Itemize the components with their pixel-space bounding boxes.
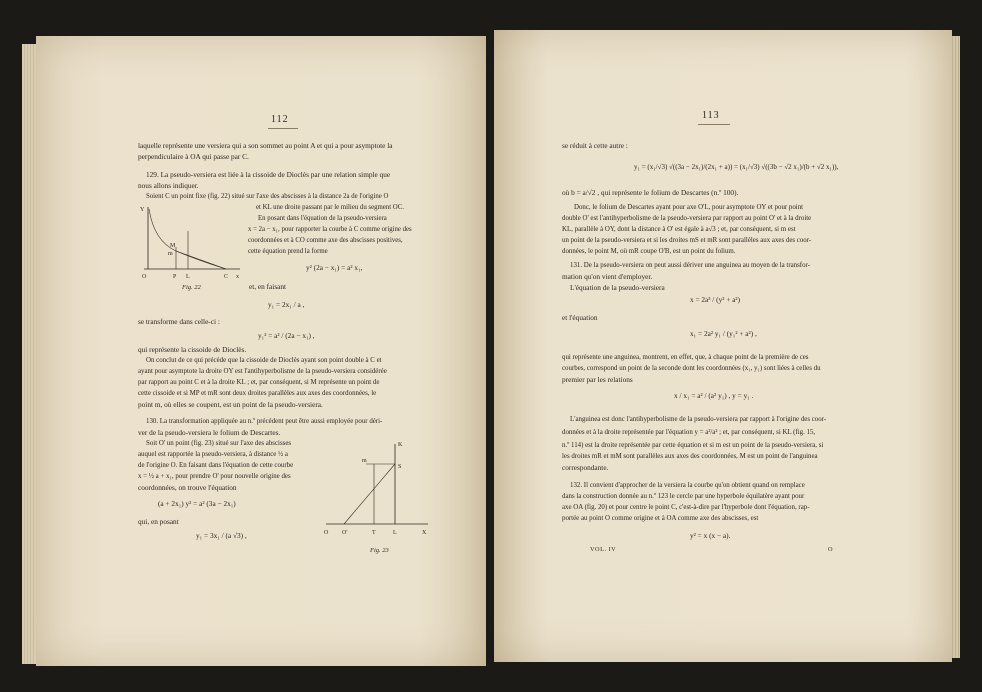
text-line: Donc, le folium de Descartes ayant pour axe O'L, pour asymptote OY et pour point bbox=[574, 204, 804, 211]
text-line: x = 2a − x₁, pour rapporter la courbe à C comme origine des bbox=[248, 226, 412, 233]
text-line: axe OA (fig. 20) et pour centre le point C, c'est-à-dire par l'hyperbole dont l'équation, rap- bbox=[562, 504, 810, 511]
fig23-label: K bbox=[398, 442, 403, 448]
fig22-label: m bbox=[168, 251, 173, 257]
text-line: Soient C un point fixe (fig. 22) situé sur l'axe des abscisses à la distance 2a de l'origine O bbox=[146, 193, 389, 200]
text-line: où b = a/√2 , qui représente le folium de Descartes (n.º 100). bbox=[562, 188, 739, 197]
right-page bbox=[494, 30, 952, 662]
footer-signature: O bbox=[828, 546, 833, 553]
left-page bbox=[36, 36, 486, 666]
equation: y² = x (x − a). bbox=[690, 531, 731, 540]
fig22-label: x bbox=[236, 274, 239, 280]
fig22-label: C bbox=[224, 274, 229, 280]
fig23-label: m bbox=[362, 458, 367, 464]
text-line: 130. La transformation appliquée au n.º précédent peut être aussi employée pour déri- bbox=[146, 418, 383, 425]
fig23-label: S bbox=[398, 464, 402, 470]
figure-22 bbox=[140, 201, 245, 281]
equation: y₁ = 2x₁ / a , bbox=[268, 300, 305, 309]
text-line: qui, en posant bbox=[138, 517, 179, 526]
fig23-label: L bbox=[393, 530, 397, 536]
page-number: 113 bbox=[702, 110, 720, 121]
equation: x₁ = 2a² y₁ / (y₁² + a²) , bbox=[690, 329, 757, 338]
fig22-label: M bbox=[170, 243, 176, 249]
text-line: 131. De la pseudo-versiera on peut aussi dériver une anguinea au moyen de la transfor- bbox=[570, 262, 810, 269]
text-line: L'équation de la pseudo-versiera bbox=[570, 283, 665, 292]
text-line: En posant dans l'équation de la pseudo-versiera bbox=[258, 215, 387, 222]
page-number-rule bbox=[698, 124, 730, 125]
text-line: coordonnées, on trouve l'équation bbox=[138, 483, 237, 492]
fig22-line-mc bbox=[176, 251, 226, 269]
equation: y₁ = (x₁/√3) √((3a − 2x₁)/(2x₁ + a)) = (x₁/√3) √((3b − √2 x₁)/(b + √2 x₁)), bbox=[634, 163, 839, 171]
text-line: cette cissoide et si MP et mR sont deux droites parallèles aux axes des coordonnées, le bbox=[138, 390, 377, 397]
fig23-label: O' bbox=[342, 530, 348, 536]
fig23-caption: Fig. 23 bbox=[370, 547, 389, 554]
footer-volume: VOL. IV bbox=[590, 546, 617, 553]
text-line: les droites mR et mM sont parallèles aux axes des coordonnées, M est un point de l'anguinea bbox=[562, 453, 818, 460]
fig22-label: Y bbox=[140, 207, 145, 213]
text-line: KL, parallèle à OY, dont la distance à O' est égale à a√3 ; et, par conséquent, si m est bbox=[562, 226, 796, 233]
text-line: premier par les relations bbox=[562, 375, 633, 384]
text-line: données, le point M, où mR coupe O'B, est un point du folium. bbox=[562, 248, 736, 255]
equation: y₁² = a² / (2a − x₁) , bbox=[258, 331, 315, 340]
text-line: et, en faisant bbox=[249, 282, 287, 291]
text-line: 129. La pseudo-versiera est liée à la cissoide de Dioclès par une relation simple que bbox=[146, 170, 391, 179]
fig22-label: L bbox=[186, 274, 190, 280]
page-number-rule bbox=[268, 128, 298, 129]
equation: x / x₁ = a² / (a² y₁) , y = y₁ . bbox=[674, 391, 754, 400]
page-number: 112 bbox=[271, 114, 289, 125]
figure-23 bbox=[322, 434, 432, 544]
text-line: On conclut de ce qui précède que la cissoide de Dioclès ayant son point double à C et bbox=[146, 357, 382, 364]
text-line: perpendiculaire à OA qui passe par C. bbox=[138, 152, 249, 161]
text-line: cette équation prend la forme bbox=[248, 248, 328, 255]
fig23-label: T bbox=[372, 530, 376, 536]
text-line: coordonnées et à CO comme axe des abscisses positives, bbox=[248, 237, 403, 244]
fig22-label: P bbox=[173, 274, 177, 280]
equation: y² (2a − x₁) = a² x₁, bbox=[306, 263, 363, 272]
fig22-curve bbox=[149, 209, 226, 269]
text-line: de l'origine O. En faisant dans l'équation de cette courbe bbox=[138, 462, 294, 469]
text-line: se réduit à cette autre : bbox=[562, 141, 628, 150]
text-line: données et à la droite représentée par l'équation y = a²/a² ; et, par conséquent, si KL (fig. 15, bbox=[562, 429, 816, 436]
text-line: portée au point O comme origine et à OA comme axe des abscisses, est bbox=[562, 515, 759, 522]
text-line: un point de la pseudo-versiera et si les droites mS et mR sont parallèles aux axes des coor- bbox=[562, 237, 812, 244]
text-line: courbes, correspond un point de la seconde dont les coordonnées (x₁, y₁) sont liées à celles du bbox=[562, 365, 821, 372]
text-line: auquel est rapportée la pseudo-versiera, à distance ½ a bbox=[138, 451, 288, 458]
text-line: double O' est l'antihyperbolisme de la pseudo-versiera par rapport au point O' et à la droite bbox=[562, 215, 812, 222]
equation: y₁ = 3x₁ / (a √3) , bbox=[196, 531, 247, 540]
fig22-label: O bbox=[142, 274, 147, 280]
equation: (a + 2x₁) y² = a² (3a − 2x₁) bbox=[158, 499, 236, 508]
text-line: ver de la pseudo-versiera le folium de Descartes. bbox=[138, 428, 281, 437]
fig23-label: O bbox=[324, 530, 329, 536]
text-line: mation qu'on vient d'employer. bbox=[562, 272, 653, 281]
fig23-label: X bbox=[422, 530, 427, 536]
text-line: point m, où elles se coupent, est un point de la pseudo-versiera. bbox=[138, 400, 323, 409]
text-line: n.º 114) est la droite représentée par cette équation et si m est un point de la pseudo-versiera, si bbox=[562, 442, 824, 449]
fig23-line-os bbox=[344, 464, 395, 524]
equation: x = 2a³ / (y² + a²) bbox=[690, 295, 741, 304]
fig22-caption: Fig. 22 bbox=[182, 284, 201, 291]
text-line: par rapport au point C et à la droite KL ; et, par conséquent, si M représente un point de bbox=[138, 379, 380, 386]
text-line: qui représente la cissoide de Dioclès. bbox=[138, 345, 247, 354]
text-line: x = ½ a + x₁, pour prendre O' pour nouvelle origine des bbox=[138, 473, 291, 480]
text-line: 132. Il convient d'approcher de la versiera la courbe qu'on obtient quand on remplace bbox=[570, 482, 805, 489]
text-line: dans la construction donnée au n.º 123 le cercle par une hyperbole équilatère ayant pour bbox=[562, 493, 805, 500]
text-line: correspondante. bbox=[562, 463, 609, 472]
text-line: L'anguinea est donc l'antihyperbolisme de la pseudo-versiera par rapport à l'origine des coor- bbox=[570, 416, 827, 423]
text-line: Soit O' un point (fig. 23) situé sur l'axe des abscisses bbox=[146, 440, 292, 447]
text-line: ayant pour asymptote la droite OY est l'antihyperbolisme de la pseudo-versiera considérée bbox=[138, 368, 387, 375]
text-line: nous allons indiquer. bbox=[138, 181, 199, 190]
text-line: qui représente une anguinea, montrent, en effet, que, à chaque point de la première de ces bbox=[562, 354, 809, 361]
text-line: laquelle représente une versiera qui a son sommet au point A et qui a pour asymptote la bbox=[138, 141, 393, 150]
text-line: et l'équation bbox=[562, 313, 598, 322]
text-line: se transforme dans celle-ci : bbox=[138, 317, 220, 326]
text-line: et KL une droite passant par le milieu du segment OC. bbox=[256, 204, 404, 211]
